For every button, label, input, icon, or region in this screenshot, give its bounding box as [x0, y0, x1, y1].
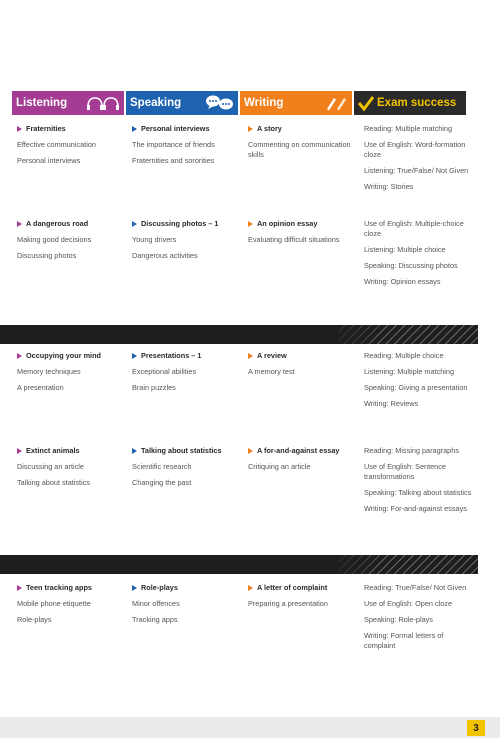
unit-3-speaking-title: Presentations – 1 — [141, 351, 202, 360]
unit-4-speaking-title: Talking about statistics — [141, 446, 222, 455]
unit-3-speaking-line-1: Exceptional abilities — [132, 367, 197, 376]
unit-1-speaking-line-1: The importance of friends — [132, 140, 215, 149]
unit-1-exam — [364, 124, 476, 198]
unit-5-listening-title: Teen tracking apps — [26, 583, 92, 592]
unit-2-listening-title: A dangerous road — [26, 219, 89, 228]
unit-4-listening-title: Extinct animals — [26, 446, 80, 455]
unit-3-exam-line-3: Speaking: Giving a presentation — [364, 383, 468, 392]
unit-3-listening-title: Occupying your mind — [26, 351, 102, 360]
unit-5-exam-line-4: Writing: Formal letters of complaint — [364, 631, 444, 650]
unit-5-exam-line-1: Reading: True/False/ Not Given — [364, 583, 467, 592]
unit-5-listening-line-2: Role-plays — [17, 615, 52, 624]
header-exam-label: Exam success — [377, 97, 457, 109]
unit-2-writing-title: An opinion essay — [257, 219, 318, 228]
headphones-icon — [86, 94, 120, 112]
unit-5-writing — [248, 583, 360, 615]
header-writing — [240, 91, 352, 115]
unit-1-listening — [17, 124, 129, 172]
unit-5-speaking-line-1: Minor offences — [132, 599, 180, 608]
header-exam-success — [354, 91, 466, 115]
unit-2-exam-line-4: Writing: Opinion essays — [364, 277, 441, 286]
unit-1-exam-line-4: Writing: Stories — [364, 182, 414, 191]
pencil-icon — [324, 94, 348, 112]
checkmark-icon — [358, 95, 374, 111]
unit-2-listening-line-1: Making good decisions — [17, 235, 92, 244]
unit-4-writing-line-1: Critiquing an article — [248, 462, 311, 471]
unit-4-listening-line-1: Discussing an article — [17, 462, 84, 471]
page-number: 3 — [467, 720, 485, 736]
unit-1-writing-title: A story — [257, 124, 282, 133]
header-speaking-label: Speaking — [130, 97, 182, 109]
unit-5-speaking-title: Role-plays — [141, 583, 178, 592]
unit-4-exam-line-3: Speaking: Talking about statistics — [364, 488, 472, 497]
unit-4-exam-line-4: Writing: For-and-against essays — [364, 504, 467, 513]
unit-2-exam-line-3: Speaking: Discussing photos — [364, 261, 458, 270]
unit-4-speaking-line-1: Scientific research — [132, 462, 192, 471]
unit-2-writing-line-1: Evaluating difficult situations — [248, 235, 340, 244]
unit-1-writing — [248, 124, 360, 166]
unit-3-speaking-line-2: Brain puzzles — [132, 383, 176, 392]
unit-5-speaking-line-2: Tracking apps — [132, 615, 178, 624]
unit-3-listening — [17, 351, 129, 399]
unit-1-speaking — [132, 124, 244, 172]
unit-4-listening — [17, 446, 129, 494]
unit-1-exam-line-2: Use of English: Word-formation cloze — [364, 140, 466, 159]
unit-3-exam-line-2: Listening: Multiple matching — [364, 367, 455, 376]
unit-2-writing — [248, 219, 360, 251]
unit-2-exam — [364, 219, 476, 293]
header-writing-label: Writing — [244, 97, 284, 109]
column-headers — [12, 91, 478, 115]
unit-2-exam-line-1: Use of English: Multiple-choice cloze — [364, 219, 464, 238]
unit-2-exam-line-2: Listening: Multiple choice — [364, 245, 446, 254]
unit-4-speaking-line-2: Changing the past — [132, 478, 192, 487]
unit-5-writing-line-1: Preparing a presentation — [248, 599, 328, 608]
unit-4-exam-line-2: Use of English: Sentence transformations — [364, 462, 446, 481]
unit-4-speaking — [132, 446, 244, 494]
unit-3-writing-line-1: A memory test — [248, 367, 295, 376]
unit-3-listening-line-1: Memory techniques — [17, 367, 81, 376]
unit-2-listening-line-2: Discussing photos — [17, 251, 77, 260]
unit-5-writing-title: A letter of complaint — [257, 583, 328, 592]
unit-2-speaking-line-2: Dangerous activities — [132, 251, 198, 260]
unit-5-exam — [364, 583, 476, 657]
unit-3-exam-line-1: Reading: Multiple choice — [364, 351, 444, 360]
unit-5-listening — [17, 583, 129, 631]
header-listening — [12, 91, 124, 115]
unit-5-listening-line-1: Mobile phone etiquette — [17, 599, 91, 608]
unit-2-listening — [17, 219, 129, 267]
unit-3-writing — [248, 351, 360, 383]
unit-5-exam-line-3: Speaking: Role-plays — [364, 615, 433, 624]
unit-3-listening-line-2: A presentation — [17, 383, 64, 392]
unit-2-speaking — [132, 219, 244, 267]
unit-1-writing-line-1: Commenting on communication skills — [248, 140, 351, 159]
unit-1-speaking-title: Personal interviews — [141, 124, 210, 133]
unit-2-speaking-line-1: Young drivers — [132, 235, 177, 244]
section-divider — [0, 555, 478, 574]
unit-4-writing-title: A for-and-against essay — [257, 446, 340, 455]
unit-4-exam — [364, 446, 476, 520]
unit-3-exam — [364, 351, 476, 415]
speech-bubbles-icon — [204, 94, 234, 112]
unit-1-speaking-line-2: Fraternities and sororities — [132, 156, 215, 165]
unit-5-exam-line-2: Use of English: Open cloze — [364, 599, 453, 608]
unit-1-exam-line-1: Reading: Multiple matching — [364, 124, 453, 133]
unit-4-exam-line-1: Reading: Missing paragraphs — [364, 446, 459, 455]
unit-3-speaking — [132, 351, 244, 399]
section-divider — [0, 325, 478, 344]
unit-1-listening-line-1: Effective communication — [17, 140, 96, 149]
unit-2-speaking-title: Discussing photos – 1 — [141, 219, 219, 228]
unit-3-exam-line-4: Writing: Reviews — [364, 399, 419, 408]
unit-1-listening-line-2: Personal interviews — [17, 156, 81, 165]
header-listening-label: Listening — [16, 97, 68, 109]
unit-5-speaking — [132, 583, 244, 631]
page-footer — [0, 717, 500, 738]
unit-4-writing — [248, 446, 360, 478]
unit-1-listening-title: Fraternities — [26, 124, 66, 133]
header-speaking — [126, 91, 238, 115]
unit-1-exam-line-3: Listening: True/False/ Not Given — [364, 166, 469, 175]
unit-4-listening-line-2: Talking about statistics — [17, 478, 91, 487]
unit-3-writing-title: A review — [257, 351, 287, 360]
